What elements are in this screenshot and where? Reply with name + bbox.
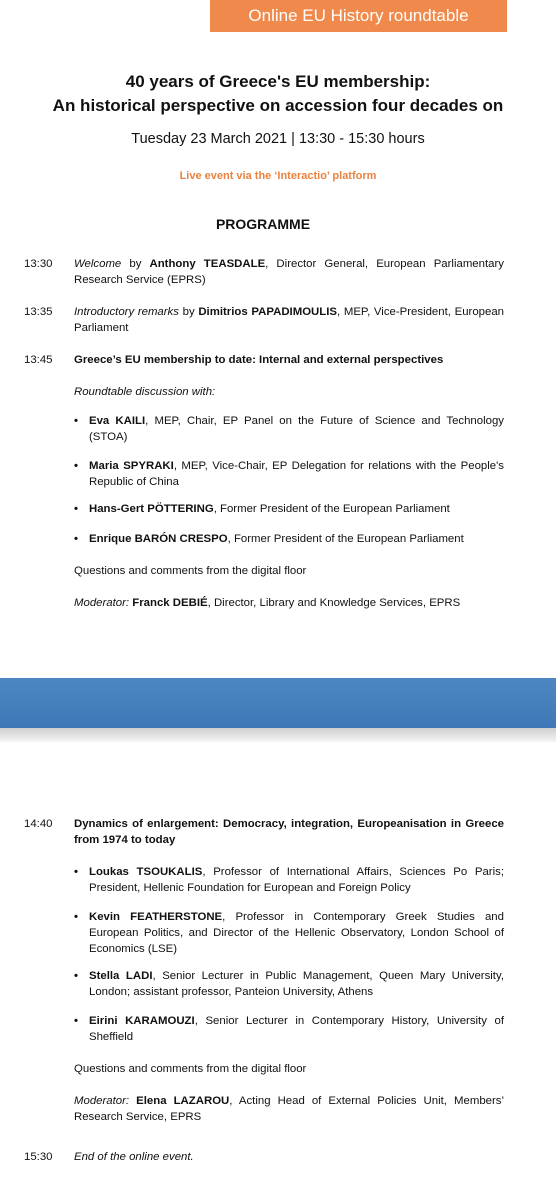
moderator-line — [74, 1093, 504, 1125]
questions-line: Questions and comments from the digital floor — [74, 1063, 307, 1075]
agenda-time: 14:40 — [24, 818, 53, 830]
panelist-name: Eirini KARAMOUZI — [89, 1015, 195, 1027]
title-line-1: 40 years of Greece's EU membership: — [125, 72, 431, 91]
agenda-by: by — [121, 258, 150, 270]
moderator-role: , Acting Head of External Policies Unit, Members’ Research Service, EPRS — [74, 1095, 505, 1123]
panelist-role: , Senior Lecturer in Contemporary History, University of Sheffield — [89, 1015, 505, 1043]
agenda-lead: Welcome — [74, 258, 122, 270]
speaker-role: , Director General, European Parliamentary Research Service (EPRS) — [74, 258, 504, 286]
title-line-2: An historical perspective on accession four decades on — [52, 96, 504, 115]
agenda-time: 13:45 — [24, 354, 53, 366]
panelist-role: , Professor of International Affairs, Sciences Po Paris; President, Hellenic Foundation for European and Foreign Policy — [89, 866, 504, 894]
panelist-role: , Former President of the European Parliament — [213, 503, 450, 515]
agenda-time: 15:30 — [24, 1151, 53, 1163]
panelist-name: Loukas TSOUKALIS — [89, 866, 203, 878]
moderator-line — [74, 595, 504, 611]
bullet-icon: • — [74, 1015, 78, 1027]
moderator-name: Franck DEBIÉ — [132, 597, 208, 609]
event-title — [0, 70, 556, 118]
panelist-role: , MEP, Chair, EP Panel on the Future of Science and Technology (STOA) — [89, 415, 505, 443]
moderator-name: Elena LAZAROU — [136, 1095, 230, 1107]
bullet-icon: • — [74, 970, 78, 982]
moderator-role: , Director, Library and Knowledge Services, EPRS — [207, 597, 461, 609]
bullet-icon: • — [74, 503, 78, 515]
page-divider-shadow — [0, 728, 556, 742]
bullet-icon: • — [74, 415, 78, 427]
bullet-icon: • — [74, 460, 78, 472]
panelist-name: Stella LADI — [89, 970, 153, 982]
agenda-text — [74, 304, 504, 336]
speaker-name: Anthony TEASDALE — [149, 258, 266, 270]
agenda-lead: Introductory remarks — [74, 306, 179, 318]
panelist-name: Enrique BARÓN CRESPO — [89, 533, 228, 545]
bullet-icon: • — [74, 911, 78, 923]
session-title: Dynamics of enlargement: Democracy, integration, Europeanisation in Greece from 1974 to today — [74, 818, 504, 846]
agenda-text — [74, 256, 504, 288]
moderator-label: Moderator: — [74, 597, 130, 609]
end-text: End of the online event. — [74, 1151, 194, 1163]
moderator-label: Moderator: — [74, 1095, 130, 1107]
panelist-role: , MEP, Vice-Chair, EP Delegation for relations with the People's Republic of China — [89, 460, 504, 488]
event-platform: Live event via the ‘Interactio’ platform — [179, 170, 377, 182]
bullet-icon: • — [74, 866, 78, 878]
agenda-by: by — [178, 306, 199, 318]
agenda-time: 13:35 — [24, 306, 53, 318]
panelist-role: , Professor in Contemporary Greek Studies and European Politics, and Director of the Hellenic Observatory, London School of Economics (LSE) — [89, 911, 504, 955]
roundtable-label: Roundtable discussion with: — [74, 386, 216, 398]
page-divider-band — [0, 678, 556, 728]
speaker-name: Dimitrios PAPADIMOULIS — [198, 306, 338, 318]
agenda-time: 13:30 — [24, 258, 53, 270]
panelist-name: Hans-Gert PÖTTERING — [89, 503, 214, 515]
panelist-name: Kevin FEATHERSTONE — [89, 911, 223, 923]
questions-line: Questions and comments from the digital floor — [74, 565, 307, 577]
panelist-name: Eva KAILI — [89, 415, 146, 427]
event-banner: Online EU History roundtable — [210, 0, 507, 32]
bullet-icon: • — [74, 533, 78, 545]
session-title: Greece’s EU membership to date: Internal and external perspectives — [74, 354, 444, 366]
panelist-name: Maria SPYRAKI — [89, 460, 174, 472]
speaker-role: , MEP, Vice-President, European Parliament — [74, 306, 504, 334]
panelist-role: , Former President of the European Parliament — [227, 533, 464, 545]
event-date: Tuesday 23 March 2021 | 13:30 - 15:30 hours — [131, 131, 425, 147]
panelist-role: , Senior Lecturer in Public Management, Queen Mary University, London; assistant professor, Panteion University, Athens — [89, 970, 504, 998]
programme-heading: PROGRAMME — [215, 216, 311, 232]
